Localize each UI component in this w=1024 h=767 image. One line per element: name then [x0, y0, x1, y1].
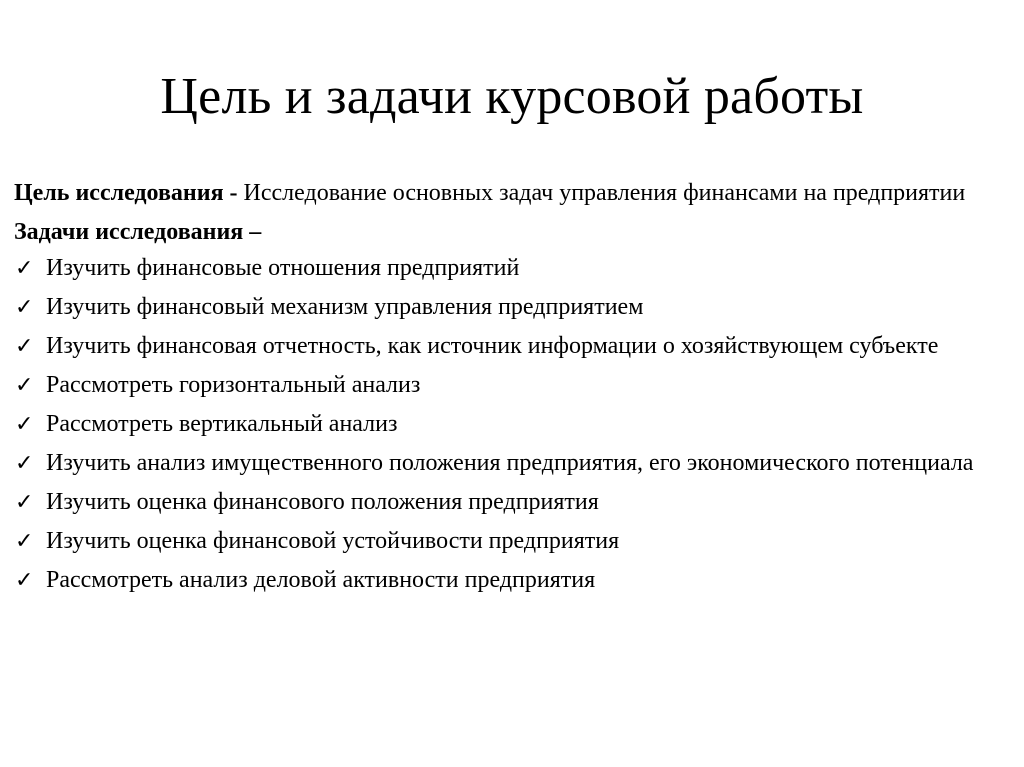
- tasks-heading: Задачи исследования –: [14, 219, 262, 245]
- task-text: Изучить финансовая отчетность, как источник информации о хозяйствующем субъекте: [46, 333, 939, 359]
- task-item: [14, 526, 1014, 557]
- check-mark-icon: ✓: [15, 295, 34, 320]
- task-text: Рассмотреть анализ деловой активности предприятия: [46, 567, 596, 593]
- task-text: Рассмотреть горизонтальный анализ: [46, 372, 421, 398]
- task-item: [14, 292, 1014, 323]
- task-item: [14, 409, 1014, 440]
- check-mark-icon: ✓: [15, 490, 34, 515]
- check-mark-icon: ✓: [15, 412, 34, 437]
- task-item: [14, 448, 1014, 479]
- research-goal-text: Исследование основных задач управления финансами на предприятии: [243, 180, 966, 206]
- check-mark-icon: ✓: [15, 451, 34, 476]
- slide-title: Цель и задачи курсовой работы: [160, 68, 864, 125]
- task-item: [14, 565, 1014, 596]
- check-mark-icon: ✓: [15, 373, 34, 398]
- check-mark-icon: ✓: [15, 529, 34, 554]
- task-item: [14, 331, 1014, 362]
- tasks-list: [14, 253, 1014, 596]
- task-text: Изучить оценка финансовой устойчивости предприятия: [46, 528, 620, 554]
- check-mark-icon: ✓: [15, 568, 34, 593]
- research-goal-label: Цель исследования -: [14, 180, 238, 206]
- research-goal: [14, 178, 1014, 209]
- task-item: [14, 253, 1014, 284]
- task-text: Рассмотреть вертикальный анализ: [46, 411, 398, 437]
- check-mark-icon: ✓: [15, 256, 34, 281]
- task-text: Изучить финансовые отношения предприятий: [46, 255, 520, 281]
- task-item: [14, 487, 1014, 518]
- check-mark-icon: ✓: [15, 334, 34, 359]
- task-text: Изучить анализ имущественного положения предприятия, его экономического потенциала: [46, 450, 974, 476]
- task-text: Изучить оценка финансового положения предприятия: [46, 489, 599, 515]
- task-text: Изучить финансовый механизм управления предприятием: [46, 294, 644, 320]
- slide-content: [14, 178, 1014, 604]
- task-item: [14, 370, 1014, 401]
